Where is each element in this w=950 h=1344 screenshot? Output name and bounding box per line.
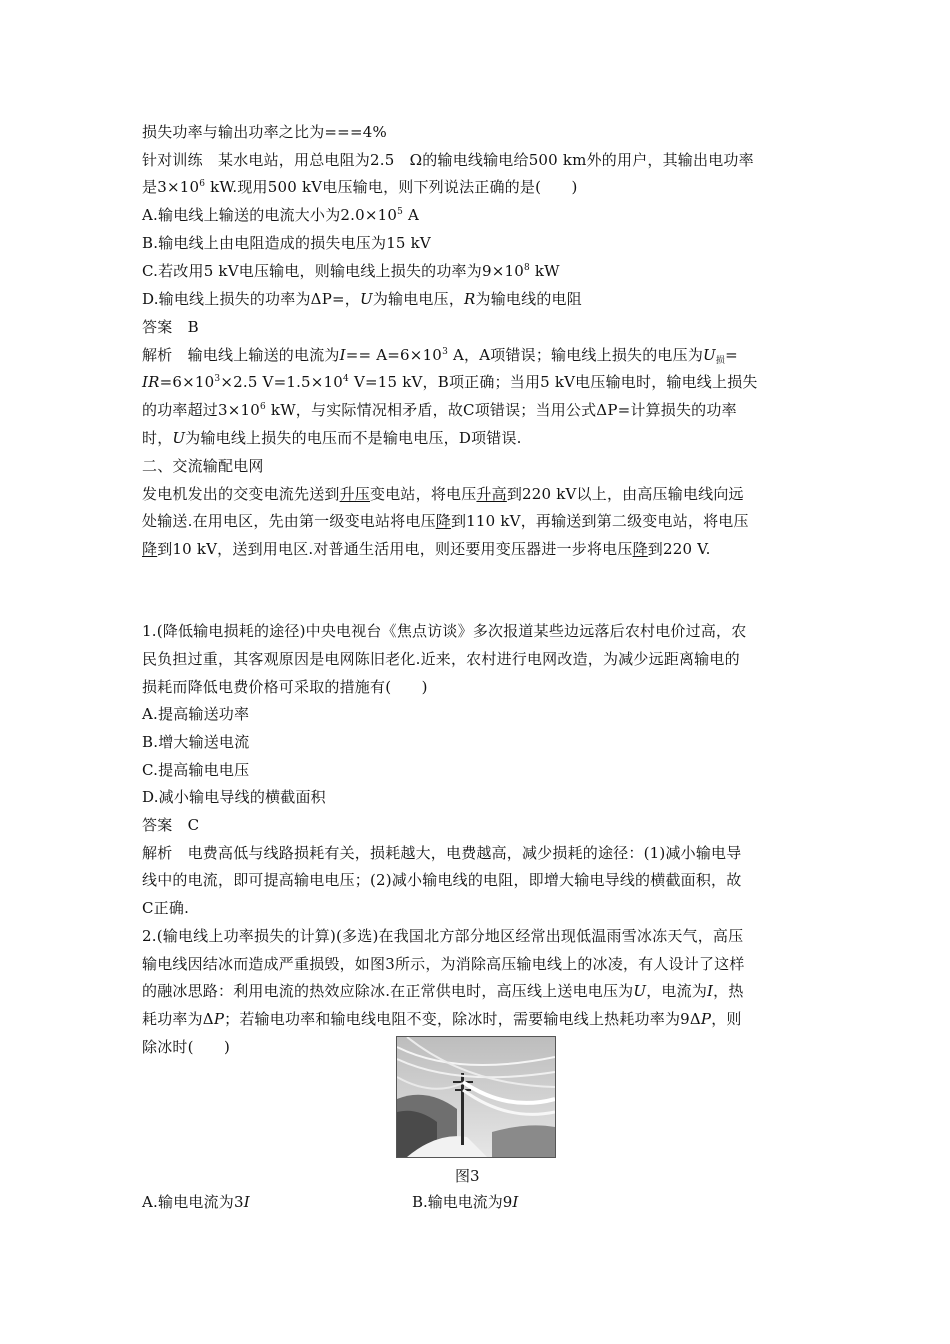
- question-2-option-a: A.输电电流为3I: [142, 1193, 250, 1211]
- question-2-text: 2.(输电线上功率损失的计算)(多选)在我国北方部分地区经常出现低温雨雪冰冻天气，高压: [142, 927, 744, 945]
- question-1-text: 1.(降低输电损耗的途径)中央电视台《焦点访谈》多次报道某些边远落后农村电价过高，农: [142, 622, 747, 640]
- explanation-text: $IR=6\times 10^3\times 2.5$ $V=1.5\times 10^4$ V=15 kV，B项正确；当用5 kV电压输电时，输电线上损失: [142, 373, 758, 391]
- explanation-text: 解析 输电线上输送的电流为$I== A=6\times 10^3$ A，A项错误；输电线上损失的电压为$U_损=$: [142, 346, 738, 366]
- loss-ratio-line: 损失功率与输出功率之比为===4%: [142, 123, 387, 141]
- question-2-text: 耗功率为ΔP；若输电功率和输电线电阻不变，除冰时，需要输电线上热耗功率为9ΔP，则: [142, 1010, 742, 1028]
- question-1-option-b: B.增大输送电流: [142, 733, 250, 751]
- question-2-text: 输电线因结冰而造成严重损毁，如图3所示，为消除高压输电线上的冰凌，有人设计了这样: [142, 955, 745, 973]
- question-1-explanation: 解析 电费高低与线路损耗有关，损耗越大，电费越高，减少损耗的途径：(1)减小输电导: [142, 844, 742, 862]
- option-a: A.输电线上输送的电流大小为$2.0\times 10^5$ A: [142, 206, 420, 224]
- section-body: 降到10 kV，送到用电区.对普通生活用电，则还要用变压器进一步将电压降到220 V.: [142, 540, 711, 558]
- question-2-text: 的融冰思路：利用电流的热效应除冰.在正常供电时，高压线上送电电压为U，电流为I，热: [142, 982, 744, 1000]
- practice-question-text: 针对训练 某水电站，用总电阻为2.5 Ω的输电线输电给500 km外的用户，其输出电功率: [142, 151, 754, 169]
- question-1-option-a: A.提高输送功率: [142, 705, 250, 723]
- section-heading: 二、交流输配电网: [142, 457, 264, 475]
- iced-power-line-photo: [396, 1036, 556, 1158]
- question-1-explanation: C正确.: [142, 899, 190, 917]
- question-1-text: 民负担过重，其客观原因是电网陈旧老化.近来，农村进行电网改造，为减少远距离输电的: [142, 650, 740, 668]
- explanation-text: 时，U为输电线上损失的电压而不是输电电压，D项错误.: [142, 429, 522, 447]
- question-1-option-d: D.减小输电导线的横截面积: [142, 788, 326, 806]
- section-body: 处输送.在用电区，先由第一级变电站将电压降到110 kV，再输送到第二级变电站，将电压: [142, 512, 749, 530]
- question-1-text: 损耗而降低电费价格可采取的措施有( ): [142, 678, 428, 696]
- explanation-text: 的功率超过$3\times 10^6$ kW，与实际情况相矛盾，故C项错误；当用公式ΔP=计算损失的功率: [142, 401, 737, 419]
- section-body: 发电机发出的交变电流先送到升压变电站，将电压升高到220 kV以上，由高压输电线向远: [142, 485, 744, 503]
- option-c: C.若改用5 kV电压输电，则输电线上损失的功率为$9\times 10^8$ kW: [142, 262, 560, 280]
- question-1-answer: 答案 C: [142, 816, 200, 834]
- figure-caption: 图3: [455, 1167, 480, 1185]
- answer-label: 答案 B: [142, 318, 199, 336]
- question-2-option-b: B.输电电流为9I: [412, 1193, 519, 1211]
- question-2-text: 除冰时( ): [142, 1038, 231, 1056]
- practice-question-text: 是$3\times 10^6$ kW.现用500 kV电压输电，则下列说法正确的是( ): [142, 178, 578, 196]
- option-b: B.输电线上由电阻造成的损失电压为15 kV: [142, 234, 431, 252]
- option-d: D.输电线上损失的功率为ΔP=，U为输电电压，R为输电线的电阻: [142, 290, 582, 308]
- question-1-option-c: C.提高输电电压: [142, 761, 250, 779]
- question-1-explanation: 线中的电流，即可提高输电电压；(2)减小输电线的电阻，即增大输电导线的横截面积，故: [142, 871, 742, 889]
